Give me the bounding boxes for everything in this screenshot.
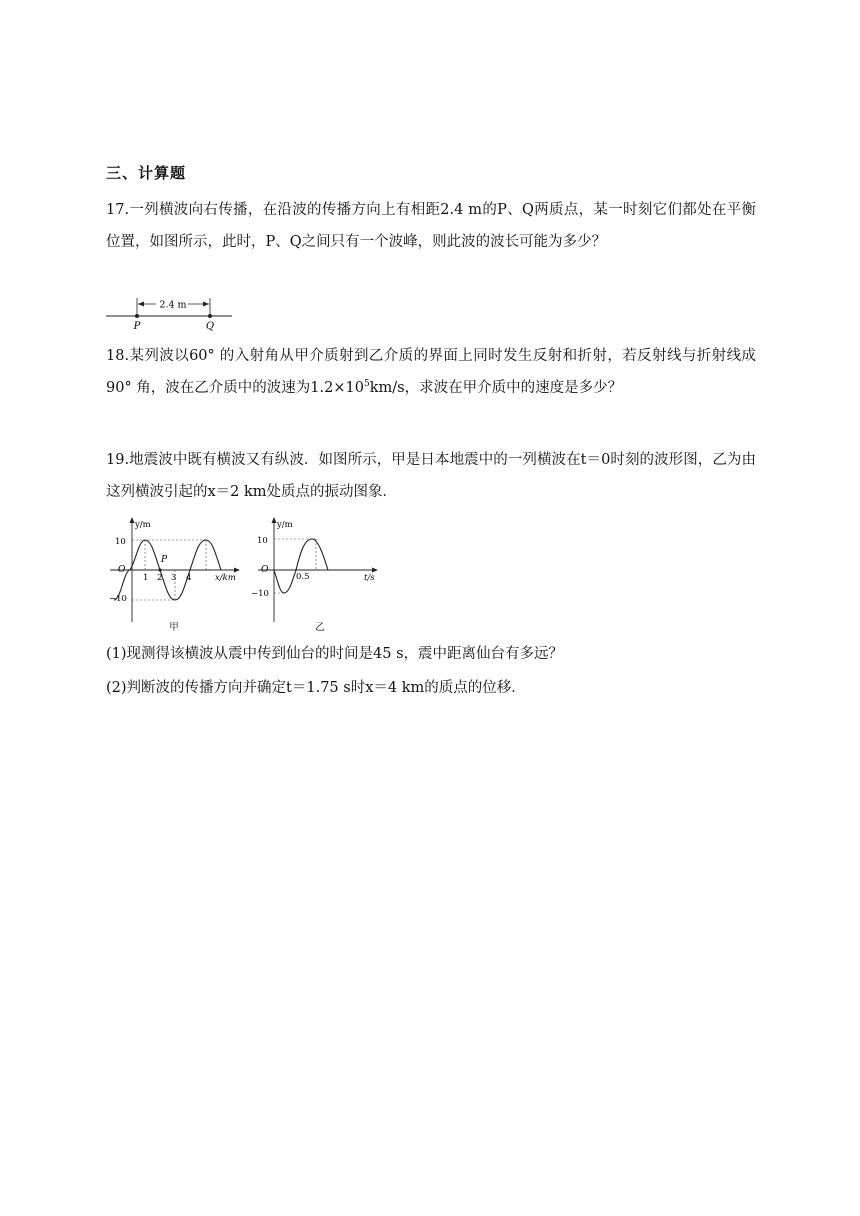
figure-arrow-right [203,302,209,307]
graph-yi [250,514,390,634]
jia-origin-label: O [118,565,126,575]
question-19-text: 19.地震波中既有横波又有纵波．如图所示，甲是日本地震中的一列横波在t＝0时刻的波形图，乙为由这列横波引起的x＝2 km处质点的振动图象． [106,452,756,500]
figure-point-q [208,314,212,318]
jia-y-arrow [130,517,135,523]
graph-jia [104,514,248,634]
figure-pq-distance [100,292,240,334]
question-19-subquestion-1: (1)现测得该横波从震中传到仙台的时间是45 s，震中距离仙台有多远？ [106,646,564,662]
jia-x-axis-label: x/km [215,573,236,583]
figure-distance-label: 2.4 m [159,299,187,311]
jia-y-tick-10: 10 [115,537,126,547]
figure-point-q-label: Q [205,321,215,332]
yi-y-axis-label: y/m [277,520,293,530]
jia-x-tick-3: 3 [171,573,177,583]
jia-x-tick-2: 2 [157,573,163,583]
jia-point-p [158,568,161,571]
yi-vibration-curve [274,539,328,593]
question-19-subquestion-2: (2)判断波的传播方向并确定t＝1.75 s时x＝4 km的质点的位移． [106,680,526,696]
yi-x-tick-0.5: 0.5 [296,572,310,582]
figure-point-p [135,314,139,318]
jia-caption: 甲 [169,622,179,633]
yi-y-tick-neg10: −10 [251,589,269,599]
yi-caption: 乙 [315,622,325,633]
jia-x-tick-1: 1 [143,573,149,583]
jia-y-tick-neg10: −10 [109,594,127,604]
yi-x-arrow [372,568,378,573]
yi-origin-label: O [261,565,269,575]
section-heading: 三、计算题 [106,164,187,182]
jia-point-p-label: P [161,555,168,565]
yi-x-axis-label: t/s [364,573,375,583]
jia-x-tick-4: 4 [186,573,192,583]
jia-y-axis-label: y/m [135,520,151,530]
question-18-text [106,340,756,404]
yi-y-arrow [272,517,277,523]
question-18-text-end: km/s，求波在甲介质中的速度是多少？ [369,380,623,396]
question-18-exponent: 5 [363,379,370,390]
question-18-text-main: 18.某列波以60° 的入射角从甲介质射到乙介质的界面上同时发生反射和折射，若反射线与折射线成90° 角，波在乙介质中的波速为1.2×10 [106,348,756,396]
yi-y-tick-10: 10 [257,536,268,546]
question-17-text: 17.一列横波向右传播，在沿波的传播方向上有相距2.4 m的P、Q两质点，某一时刻它们都处在平衡位置，如图所示，此时，P、Q之间只有一个波峰，则此波的波长可能为多少？ [106,202,756,250]
jia-x-arrow [234,568,240,573]
figure-arrow-left [138,302,144,307]
figure-point-p-label: P [133,321,141,332]
